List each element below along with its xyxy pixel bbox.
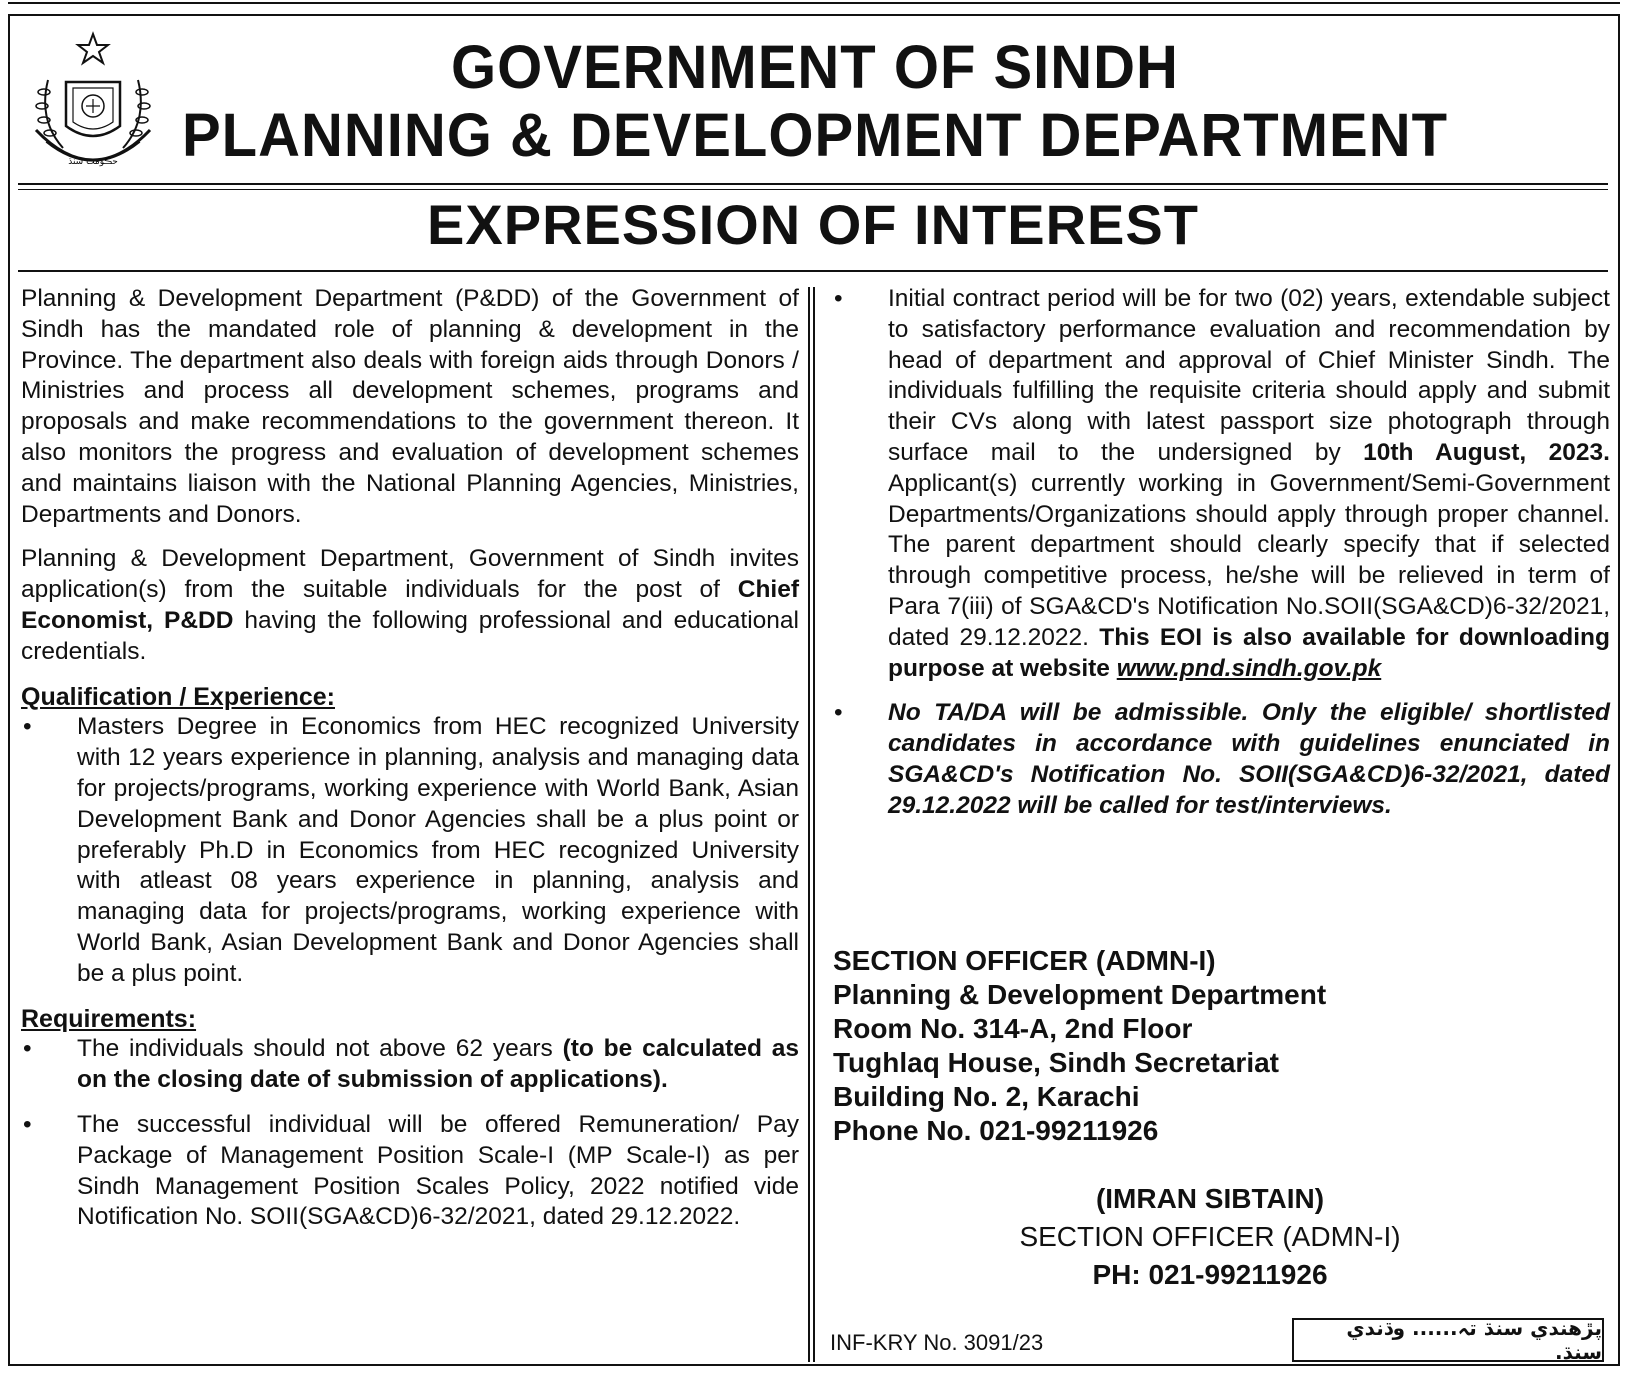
svg-text:حڪومت سنڌ: حڪومت سنڌ xyxy=(68,157,118,167)
contract-text: Initial contract period will be for two (02) years, extendable subject to satisfactory performance evaluation and recommendation by head of department and approval of Chief Minister Sindh. The individuals fulfilling the requisite criteria should apply and submit their CVs along with latest passport size photograph through surface mail to the undersigned by xyxy=(888,285,1610,466)
list-item xyxy=(832,698,1610,821)
left-column xyxy=(21,284,799,1233)
address-block xyxy=(833,944,1326,1148)
inf-number: INF-KRY No. 3091/23 xyxy=(830,1330,1044,1355)
top-border xyxy=(8,2,1620,4)
qualification-text: Masters Degree in Economics from HEC recognized University with 12 years experience in planning, analysis and managing data for projects/programs, working experience with World Bank, Asian Development Bank and Donor Agencies shall be a plus point or preferably Ph.D in Economics from HEC recognized University with atleast 08 years experience in planning, analysis and managing data for projects/programs, working experience with World Bank, Asian Development Bank and Donor Agencies shall be a plus point. xyxy=(77,713,799,987)
address-line: Building No. 2, Karachi xyxy=(833,1081,1140,1112)
bullet-icon: • xyxy=(834,699,843,727)
requirements-heading: Requirements: xyxy=(21,1004,197,1033)
header-government: GOVERNMENT OF SINDH xyxy=(451,33,1179,102)
sindh-government-emblem-icon xyxy=(18,30,168,175)
address-line: Planning & Development Department xyxy=(833,979,1327,1010)
header-department: PLANNING & DEVELOPMENT DEPARTMENT xyxy=(181,101,1449,170)
intro-paragraph: Planning & Development Department (P&DD) of the Government of Sindh has the mandated role of planning & development in the Province. The department also deals with foreign aids through Donors / Ministries and process all development schemes, programs and proposals and make recommendations to the government thereon. It also monitors the progress and evaluation of development schemes and maintains liaison with the National Planning Agencies, Ministries, Departments and Donors. xyxy=(21,285,799,528)
requirement-text: The successful individual will be offered Remuneration/ Pay Package of Management Position Scale-I (MP Scale-I) as per Sindh Management Position Scales Policy, 2022 notified vide Notification No. SOII(SGA&CD)6-32/2021, dated 29.12.2022. xyxy=(77,1110,799,1231)
address-line: Phone No. 021-99211926 xyxy=(833,1115,1159,1146)
list-item xyxy=(21,1034,799,1096)
address-line: Tughlaq House, Sindh Secretariat xyxy=(833,1047,1280,1078)
invitation-text: Planning & Development Department, Government of Sindh invites application(s) from the suitable individuals for the post of xyxy=(21,545,799,604)
invitation-paragraph xyxy=(21,544,799,667)
ta-da-note: No TA/DA will be admissible. Only the eligible/ shortlisted candidates in accordance with guidelines enunciated in SGA&CD's Notification No. SOII(SGA&CD)6-32/2021, dated 29.12.2022 will be called for test/interviews. xyxy=(888,699,1610,819)
contract-text-continued: Applicant(s) currently working in Government/Semi-Government Departments/Organizations should apply through proper channel. The parent department should clearly specify that if selected through competitive process, he/she will be relieved in term of Para 7(iii) of SGA&CD's Notification No.SOII(SGA&CD)6-32/2021, dated 29.12.2022. xyxy=(888,469,1610,651)
address-line: SECTION OFFICER (ADMN-I) xyxy=(833,945,1216,976)
signatory-designation: SECTION OFFICER (ADMN-I) xyxy=(1019,1221,1401,1252)
download-note: This EOI is also available for downloading purpose at website xyxy=(888,623,1610,682)
list-item xyxy=(21,1110,799,1233)
signatory-name: (IMRAN SIBTAIN) xyxy=(1095,1183,1325,1214)
divider xyxy=(18,270,1608,272)
post-title: Chief Economist, P&DD xyxy=(21,576,799,634)
bullet-icon: • xyxy=(23,1035,32,1063)
requirement-note: (to be calculated as on the closing date of submission of applications). xyxy=(77,1035,799,1094)
qualification-heading: Qualification / Experience: xyxy=(21,682,335,711)
address-line: Room No. 314-A, 2nd Floor xyxy=(833,1013,1193,1044)
requirement-text: The individuals should not above 62 years xyxy=(77,1035,563,1063)
list-item xyxy=(832,284,1610,684)
signatory-phone: PH: 021-99211926 xyxy=(1092,1259,1328,1290)
column-divider xyxy=(808,287,810,1362)
invitation-text-end: having the following professional and educational credentials. xyxy=(21,606,799,665)
website-link[interactable]: www.pnd.sindh.gov.pk xyxy=(1116,654,1382,682)
signature-block xyxy=(960,1180,1460,1294)
deadline-date: 10th August, 2023. xyxy=(1363,438,1610,466)
bullet-icon: • xyxy=(23,713,32,741)
bullet-icon: • xyxy=(23,1110,32,1138)
column-divider xyxy=(813,287,815,1362)
list-item xyxy=(21,712,799,989)
divider xyxy=(18,189,1608,190)
divider xyxy=(18,183,1608,185)
page-title: EXPRESSION OF INTEREST xyxy=(427,193,1199,256)
bullet-icon: • xyxy=(834,285,843,312)
slogan-box: پڙهندي سنڌ تہ...... وڌندي سنڌ. xyxy=(1292,1318,1604,1362)
right-column xyxy=(832,284,1610,822)
